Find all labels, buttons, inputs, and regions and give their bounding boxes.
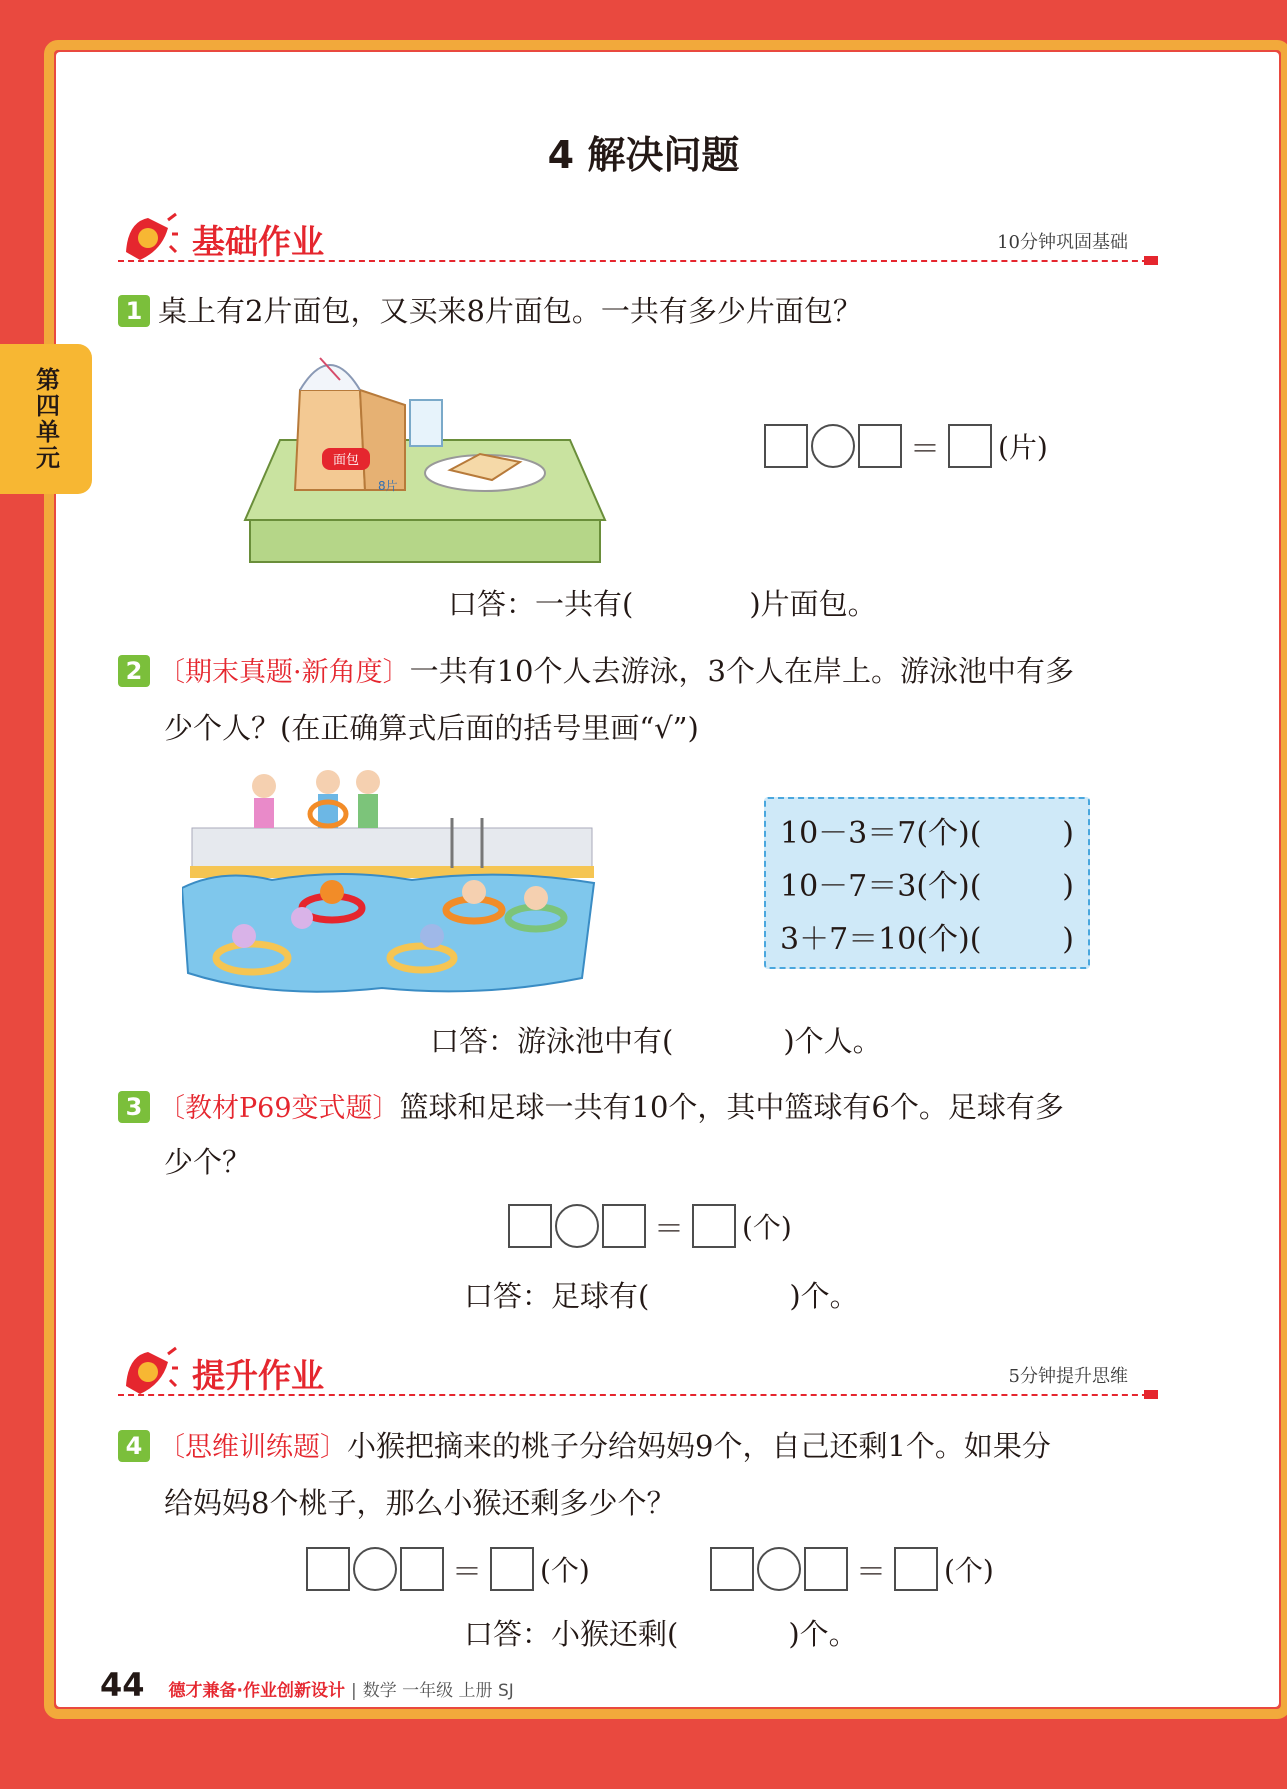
question-number: 3 (118, 1091, 150, 1123)
question-4-continued: 给妈妈8个桃子，那么小猴还剩多少个？ (164, 1486, 676, 1520)
option-row (780, 913, 1074, 966)
unit-label: (个) (540, 1554, 590, 1587)
question-2 (118, 643, 1074, 701)
unit-tab (0, 344, 92, 494)
equals-sign: ＝ (654, 1212, 684, 1247)
question-2-continued: 少个人？(在正确算式后面的括号里画“√”) (164, 711, 699, 745)
question-text: 小猴把摘来的桃子分给妈妈9个，自己还剩1个。如果分 (347, 1429, 1051, 1463)
answer-prefix: 口答：一共有( (448, 587, 634, 621)
unit-label: (片) (998, 431, 1048, 464)
q4-equation-2 (710, 1547, 994, 1591)
check-blank[interactable] (981, 807, 1062, 860)
answer-box[interactable] (306, 1547, 350, 1591)
footer-separator: | (351, 1681, 357, 1701)
equals-sign: ＝ (856, 1555, 886, 1590)
question-3 (118, 1079, 1064, 1137)
question-tag: 〔期末真题·新角度〕 (158, 657, 410, 688)
question-text: 篮球和足球一共有10个，其中篮球有6个。足球有多 (399, 1090, 1064, 1124)
answer-box[interactable] (858, 424, 902, 468)
answer-box[interactable] (602, 1204, 646, 1248)
option-row (780, 807, 1074, 860)
megaphone-icon (118, 210, 178, 266)
answer-box[interactable] (400, 1547, 444, 1591)
check-blank[interactable] (981, 860, 1062, 913)
unit-label: (个) (944, 1554, 994, 1587)
section-rule (118, 260, 1158, 262)
page-number: 44 (100, 1666, 145, 1704)
page-footer (100, 1666, 514, 1706)
answer-suffix: )个。 (789, 1279, 859, 1313)
megaphone-icon (118, 1344, 178, 1400)
question-tag: 〔教材P69变式题〕 (158, 1093, 400, 1124)
q4-answer (464, 1612, 858, 1653)
answer-box[interactable] (508, 1204, 552, 1248)
option-equation: 10－3＝7(个)( (780, 816, 982, 851)
question-text: 桌上有2片面包，又买来8片面包。一共有多少片面包？ (158, 294, 862, 328)
option-close: ) (1062, 922, 1074, 957)
unit-tab-label: 第四单元 (31, 367, 60, 471)
q1-equation (764, 424, 1048, 468)
answer-suffix: )个。 (788, 1617, 858, 1651)
result-box[interactable] (490, 1547, 534, 1591)
q3-answer (464, 1274, 859, 1315)
answer-box[interactable] (804, 1547, 848, 1591)
question-4 (118, 1418, 1051, 1476)
bread-bag-label: 面包 (332, 453, 360, 468)
section-title: 提升作业 (192, 1356, 324, 1395)
answer-suffix: )个人。 (783, 1024, 882, 1058)
section-title: 基础作业 (192, 222, 324, 261)
bread-bag-count: 8片 (378, 479, 398, 493)
series-brand: 德才兼备·作业创新设计 (168, 1681, 345, 1701)
question-number: 4 (118, 1430, 150, 1462)
section-rule-end (1144, 1390, 1158, 1399)
operator-circle[interactable] (757, 1547, 801, 1591)
operator-circle[interactable] (811, 424, 855, 468)
question-number: 1 (118, 295, 150, 327)
option-close: ) (1062, 869, 1074, 904)
question-1 (118, 283, 862, 339)
section-basic-header (118, 210, 1158, 270)
section-hint: 5分钟提升思维 (1008, 1366, 1128, 1387)
answer-box[interactable] (764, 424, 808, 468)
section-advanced-header (118, 1344, 1158, 1404)
option-row (780, 860, 1074, 913)
operator-circle[interactable] (353, 1547, 397, 1591)
q4-equation-1 (306, 1547, 590, 1591)
result-box[interactable] (948, 424, 992, 468)
q2-answer (430, 1019, 882, 1060)
q3-equation (508, 1204, 792, 1248)
answer-box[interactable] (710, 1547, 754, 1591)
section-rule-end (1144, 256, 1158, 265)
question-number: 2 (118, 655, 150, 687)
equals-sign: ＝ (452, 1555, 482, 1590)
q1-answer (448, 582, 877, 623)
swimming-pool-illustration (182, 768, 602, 996)
book-info: 数学 一年级 上册 SJ (362, 1681, 514, 1701)
section-rule (118, 1394, 1158, 1396)
operator-circle[interactable] (555, 1204, 599, 1248)
question-text: 一共有10个人去游泳，3个人在岸上。游泳池中有多 (409, 654, 1074, 688)
answer-prefix: 口答：小猴还剩( (464, 1617, 679, 1651)
check-blank[interactable] (981, 913, 1062, 966)
answer-prefix: 口答：足球有( (464, 1279, 650, 1313)
answer-prefix: 口答：游泳池中有( (430, 1024, 674, 1058)
equals-sign: ＝ (910, 432, 940, 467)
option-close: ) (1062, 816, 1074, 851)
question-tag: 〔思维训练题〕 (158, 1432, 347, 1463)
result-box[interactable] (692, 1204, 736, 1248)
result-box[interactable] (894, 1547, 938, 1591)
option-equation: 3＋7＝10(个)( (780, 922, 982, 957)
section-hint: 10分钟巩固基础 (997, 232, 1128, 253)
bread-table-illustration (240, 350, 610, 565)
question-3-continued: 少个？ (164, 1145, 252, 1179)
option-equation: 10－7＝3(个)( (780, 869, 982, 904)
unit-label: (个) (742, 1211, 792, 1244)
answer-suffix: )片面包。 (749, 587, 877, 621)
q2-options-box (764, 797, 1090, 969)
page-title: 4 解决问题 (547, 133, 740, 177)
